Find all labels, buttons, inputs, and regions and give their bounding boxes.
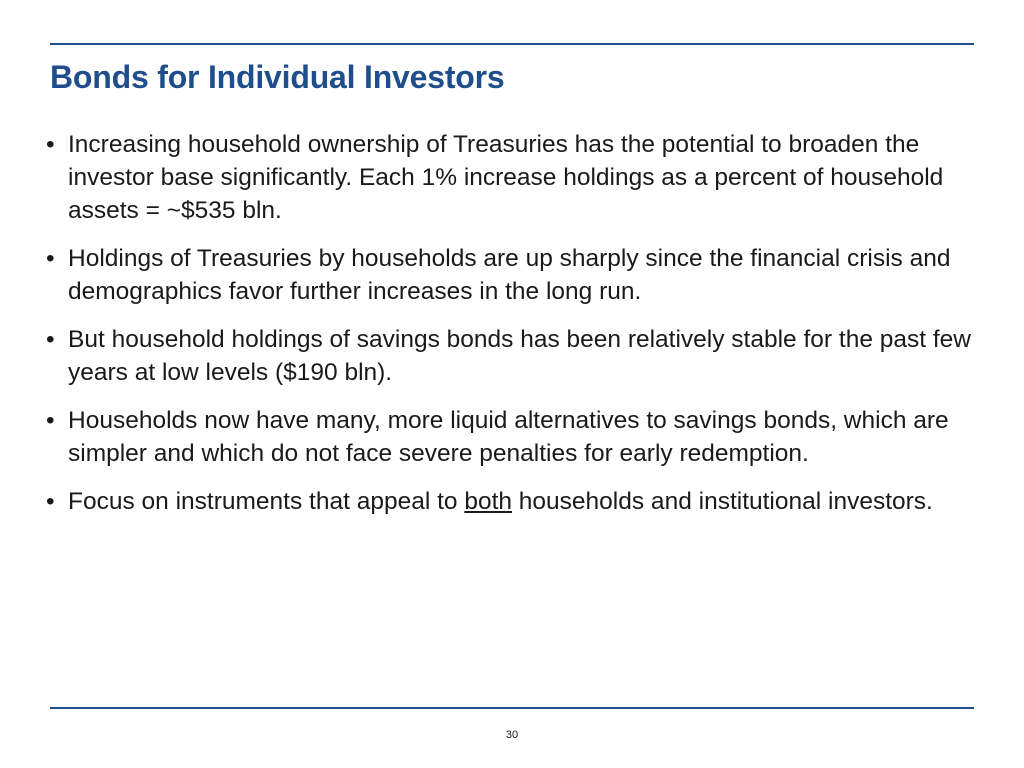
bullet-item xyxy=(46,242,981,308)
bullet-emphasis: both xyxy=(464,488,512,515)
bullet-text: Increasing household ownership of Treasuries has the potential to broaden the investor base significantly. Each 1% increase holdings as a percent of household assets = ~$535 bln. xyxy=(68,131,944,224)
bullet-marker: • xyxy=(46,407,55,434)
bullet-text-lead: Focus on instruments that appeal to xyxy=(68,488,465,515)
bullet-text: Households now have many, more liquid alternatives to savings bonds, which are simpler and which do not face severe penalties for early redemption. xyxy=(68,407,949,467)
bullet-marker: • xyxy=(46,245,55,272)
bullet-item xyxy=(46,485,981,518)
page-number: 30 xyxy=(505,729,519,741)
bullet-item xyxy=(46,128,981,227)
bullet-text-tail: households and institutional investors. xyxy=(512,488,933,515)
bullet-item xyxy=(46,323,981,389)
bullet-list xyxy=(46,128,981,533)
bullet-marker: • xyxy=(46,488,55,515)
bullet-text: Holdings of Treasuries by households are up sharply since the financial crisis and demographics favor further increases in the long run. xyxy=(68,245,951,305)
bullet-marker: • xyxy=(46,326,55,353)
bullet-marker: • xyxy=(46,131,55,158)
bottom-divider xyxy=(50,707,974,709)
top-divider xyxy=(50,43,974,45)
bullet-text: But household holdings of savings bonds has been relatively stable for the past few years at low levels ($190 bln). xyxy=(68,326,971,386)
slide-title: Bonds for Individual Investors xyxy=(50,59,505,95)
bullet-item xyxy=(46,404,981,470)
